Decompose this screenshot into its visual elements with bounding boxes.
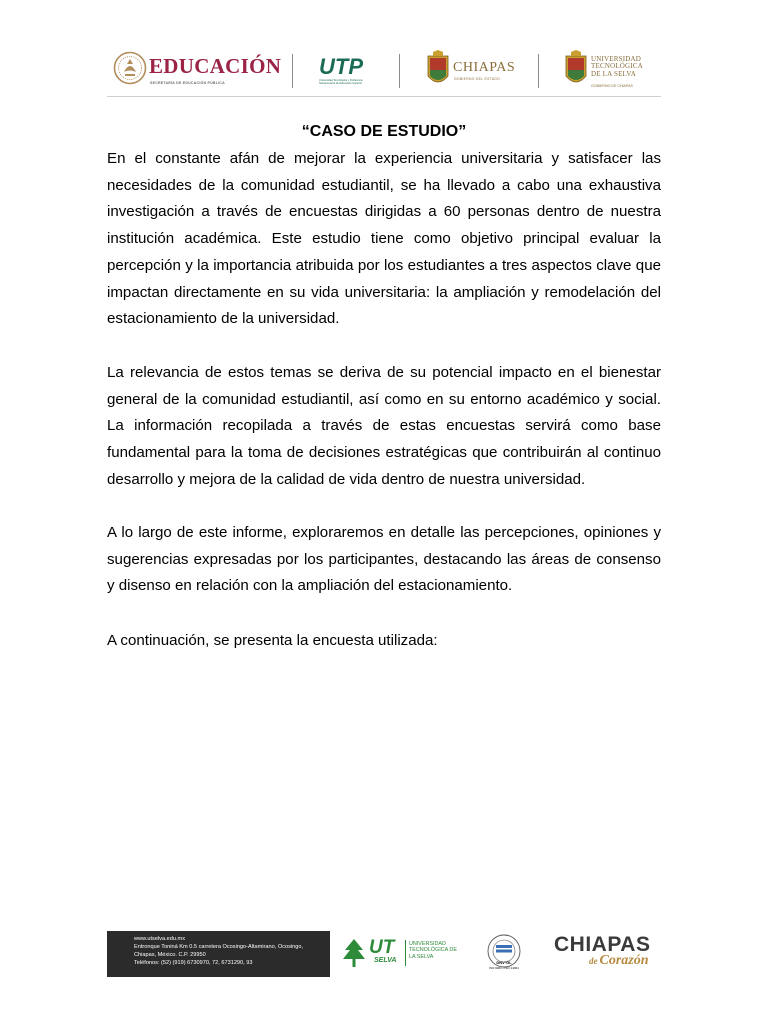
utp-subtitle: Universidad Tecnológica y Politécnica. Subsecretaría de Educación Superior [319, 79, 364, 86]
chiapas-gov-name: CHIAPAS [453, 60, 516, 75]
sep-name: EDUCACIÓN [149, 54, 282, 78]
chiapas-shield-icon [564, 50, 588, 90]
ut-selva-text: SELVA [374, 957, 397, 964]
footer-address-line: Entronque Toniná Km 0.5 carretera Ocosingo-Altamirano, Ocosingo, [134, 944, 304, 950]
header-divider [538, 54, 539, 88]
paragraph-relevance: La relevancia de estos temas se deriva de su potencial impacto en el bienestar general de la comunidad estudiantil, así como en su entorno académico y social. La información recopilada a través de estas encuestas servirá como base fundamental para la toma de decisiones estratégicas que contribuirán al continuo desarrollo y mejora de la calidad de vida dentro de nuestra universidad. [107, 364, 661, 488]
header-divider [292, 54, 293, 88]
cert-label: DNV·GL [496, 960, 512, 965]
chiapas-corazon-name: CHIAPAS [554, 933, 651, 956]
certification-seal [486, 933, 522, 973]
utp-name: UTP [319, 54, 363, 79]
chiapas-gov-subtitle: GOBIERNO DEL ESTADO [454, 77, 501, 81]
footer-website: www.utselva.edu.mx [134, 936, 185, 942]
ut-divider [405, 940, 406, 966]
ut-tree-icon [342, 938, 366, 968]
footer-address-line: Chiapas, México. C.P. 29950 [134, 952, 206, 958]
uts-subtitle: GOBIERNO DE CHIAPAS [591, 84, 633, 88]
cert-standard: ISO 9001 • ISO 14001 [489, 966, 519, 970]
footer-contact-box [107, 931, 330, 977]
national-emblem-icon [113, 50, 147, 86]
sep-subtitle: SECRETARÍA DE EDUCACIÓN PÚBLICA [150, 81, 225, 85]
corazon-de: de [589, 956, 598, 966]
chiapas-shield-icon [426, 50, 450, 90]
uts-name: UNIVERSIDAD TECNOLÓGICA DE LA SELVA [591, 55, 643, 78]
corazon-word: Corazón [599, 953, 649, 968]
page-header [107, 44, 661, 97]
utp-logo [319, 48, 383, 92]
ut-university-name: UNIVERSIDAD TECNOLÓGICA DE LA SELVA [409, 941, 457, 960]
document-title: “CASO DE ESTUDIO” [301, 123, 467, 140]
chiapas-gov-logo [426, 48, 526, 92]
header-divider [399, 54, 400, 88]
chiapas-corazon-tagline [589, 953, 649, 969]
uts-logo [564, 48, 661, 92]
ut-selva-logo [342, 936, 460, 972]
paragraph-report: A lo largo de este informe, exploraremos en detalle las percepciones, opiniones y sugerencias expresadas por los participantes, destacando las áreas de consenso y disenso en relación con la ampliación del estacionamiento. [107, 524, 661, 595]
footer-phones: Teléfonos: (52) (919) 6730970, 72, 6731290, 93 [134, 960, 253, 966]
paragraph-survey: A continuación, se presenta la encuesta utilizada: [107, 632, 438, 649]
ut-brand: UT [369, 937, 395, 958]
sep-logo [113, 48, 283, 92]
paragraph-intro: En el constante afán de mejorar la experiencia universitaria y satisfacer las necesidades de la comunidad estudiantil, se ha llevado a cabo una exhaustiva investigación a través de encuestas dirigidas a 60 personas dentro de nuestra institución académica. Este estudio tiene como objetivo principal evaluar la percepción y la importancia atribuida por los estudiantes a tres aspectos clave que impactan directamente en su vida universitaria: la ampliación y remodelación del estacionamiento de la universidad. [107, 150, 661, 328]
